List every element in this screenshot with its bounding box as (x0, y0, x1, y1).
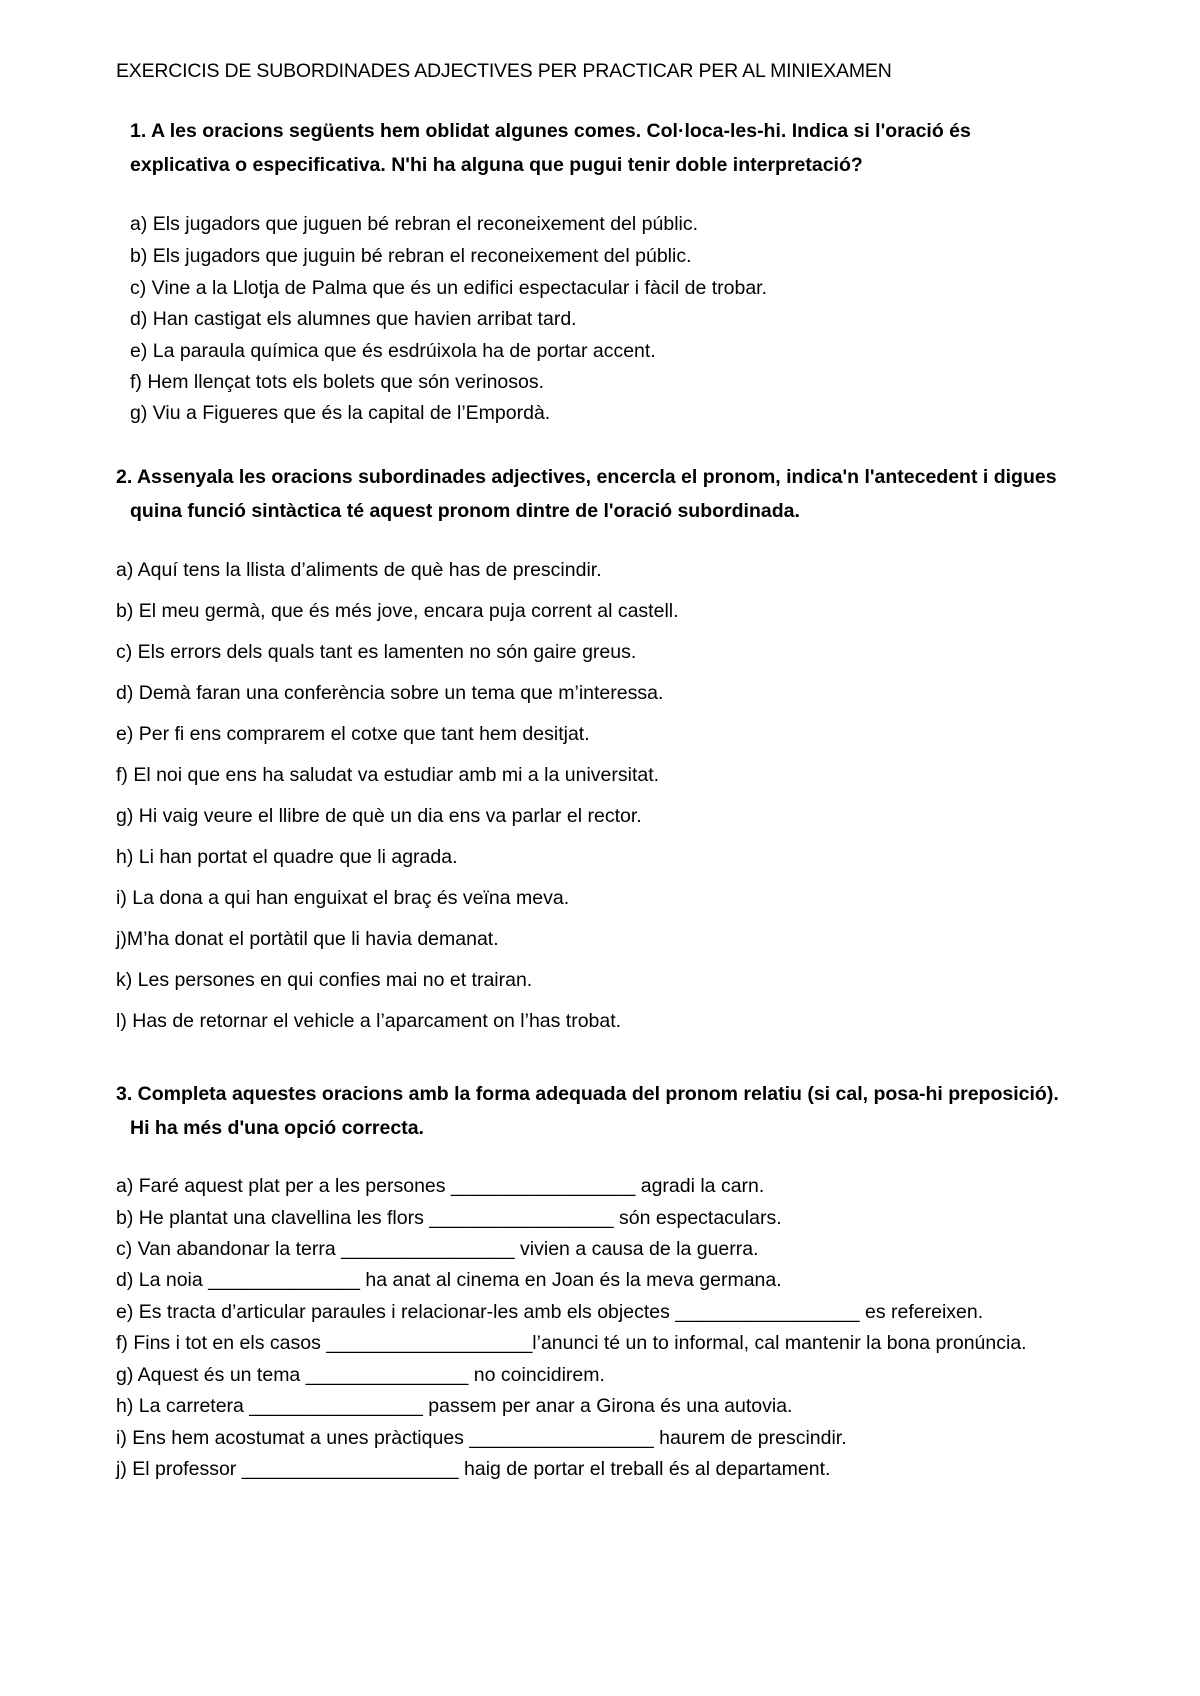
exercise-3-item: f) Fins i tot en els casos ___________________l’anunci té un to informal, cal mantenir la bona pronúncia. (116, 1332, 1027, 1354)
exercise-2-item: e) Per fi ens comprarem el cotxe que tant hem desitjat. (116, 723, 590, 745)
exercise-3-item: g) Aquest és un tema _______________ no coincidirem. (116, 1364, 605, 1386)
exercise-3-heading-line-2: Hi ha més d'una opció correcta. (130, 1117, 424, 1139)
document-title: EXERCICIS DE SUBORDINADES ADJECTIVES PER PRACTICAR PER AL MINIEXAMEN (116, 60, 892, 82)
exercise-1-heading-line-2: explicativa o especificativa. N'hi ha alguna que pugui tenir doble interpretació? (130, 154, 863, 176)
exercise-1-item: f) Hem llençat tots els bolets que són verinosos. (130, 371, 545, 393)
exercise-2-item: j)M’ha donat el portàtil que li havia demanat. (116, 928, 499, 950)
exercise-1-item: a) Els jugadors que juguen bé rebran el reconeixement del públic. (130, 213, 699, 235)
exercise-2-item: k) Les persones en qui confies mai no et trairan. (116, 969, 533, 991)
exercise-3-item: i) Ens hem acostumat a unes pràctiques _________________ haurem de prescindir. (116, 1427, 847, 1449)
exercise-2-item: h) Li han portat el quadre que li agrada. (116, 846, 458, 868)
exercise-3-item: c) Van abandonar la terra ________________ vivien a causa de la guerra. (116, 1238, 759, 1260)
exercise-2-item: i) La dona a qui han enguixat el braç és veïna meva. (116, 887, 570, 909)
exercise-2-item: d) Demà faran una conferència sobre un tema que m’interessa. (116, 682, 664, 704)
exercise-3-item: b) He plantat una clavellina les flors _________________ són espectaculars. (116, 1207, 782, 1229)
exercise-3-item: d) La noia ______________ ha anat al cinema en Joan és la meva germana. (116, 1269, 782, 1291)
exercise-1-item: d) Han castigat els alumnes que havien arribat tard. (130, 308, 577, 330)
exercise-2-heading-line-1: 2. Assenyala les oracions subordinades adjectives, encercla el pronom, indica'n l'antecedent i digues (116, 466, 1057, 488)
exercise-3-item: j) El professor ____________________ haig de portar el treball és al departament. (116, 1458, 831, 1480)
exercise-2-item: c) Els errors dels quals tant es lamenten no són gaire greus. (116, 641, 637, 663)
exercise-2-item: b) El meu germà, que és més jove, encara puja corrent al castell. (116, 600, 679, 622)
exercise-3-item: e) Es tracta d’articular paraules i relacionar-les amb els objectes _________________ es refereixen. (116, 1301, 984, 1323)
exercise-1-heading-line-1: 1. A les oracions següents hem oblidat algunes comes. Col·loca-les-hi. Indica si l'oració és (130, 120, 971, 142)
exercise-2-heading-line-2: quina funció sintàctica té aquest pronom dintre de l'oració subordinada. (130, 500, 800, 522)
exercise-2-item: a) Aquí tens la llista d’aliments de què has de prescindir. (116, 559, 602, 581)
exercise-2-item: l) Has de retornar el vehicle a l’aparcament on l’has trobat. (116, 1010, 622, 1032)
exercise-3-item: h) La carretera ________________ passem per anar a Girona és una autovia. (116, 1395, 793, 1417)
exercise-3-heading-line-1: 3. Completa aquestes oracions amb la forma adequada del pronom relatiu (si cal, posa-hi preposició). (116, 1083, 1059, 1105)
exercise-1-heading (130, 114, 971, 182)
exercise-1-item: e) La paraula química que és esdrúixola ha de portar accent. (130, 340, 656, 362)
exercise-2-item: f) El noi que ens ha saludat va estudiar amb mi a la universitat. (116, 764, 660, 786)
exercise-1-item: g) Viu a Figueres que és la capital de l’Empordà. (130, 402, 551, 424)
exercise-2-heading (116, 460, 1057, 528)
exercise-1-item: c) Vine a la Llotja de Palma que és un edifici espectacular i fàcil de trobar. (130, 277, 768, 299)
exercise-1-item: b) Els jugadors que juguin bé rebran el reconeixement del públic. (130, 245, 692, 267)
exercise-3-heading (116, 1077, 1059, 1145)
exercise-3-item: a) Faré aquest plat per a les persones _________________ agradi la carn. (116, 1175, 765, 1197)
exercise-2-item: g) Hi vaig veure el llibre de què un dia ens va parlar el rector. (116, 805, 642, 827)
